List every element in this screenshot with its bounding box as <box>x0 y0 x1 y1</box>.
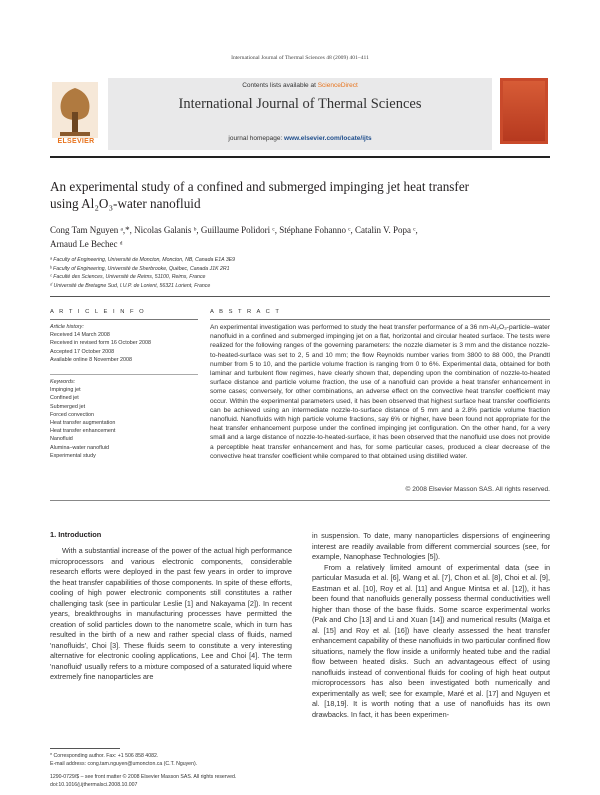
front-matter-issn: 1290-0729/$ – see front matter © 2008 Elsevier Masson SAS. All rights reserved. <box>50 774 237 780</box>
abstract-rule <box>210 319 550 320</box>
journal-cover-art <box>503 81 545 141</box>
affiliation-a: ᵃ Faculty of Engineering, Université de Moncton, Moncton, NB, Canada E1A 3E9 <box>50 257 236 263</box>
history-heading: Article history: <box>50 324 84 330</box>
footnote-corresponding: * Corresponding author. Fax: +1 506 858 4082. <box>50 753 159 759</box>
keyword-item: Heat transfer augmentation <box>50 420 116 427</box>
section-heading-introduction: 1. Introduction <box>50 530 102 539</box>
affiliation-c: ᶜ Faculté des Sciences, Université de Reims, 51100, Reims, France <box>50 274 206 281</box>
homepage-link[interactable]: www.elsevier.com/locate/ijts <box>284 135 372 142</box>
intro-paragraph-1: With a substantial increase of the power of the actual high performance microprocessors and various electronic components, considerable research efforts were deployed in the past few years in order to improve the heat transfer capabilities of those components. In spite of these efforts, cooling of high power electronic components still constitutes a rather challenging task (see in particular Leslie [1] and Nakayama [2]). In recent years, breakthroughs in manufacturing processes have permitted the creation of solid particles down to the nanometre scale, which in turn has resulted in the birth of a new and rather special class of fluids, named 'nanofluids', Choi [3]. These fluids seem to constitute a very interesting alternative for electronic cooling applications, Lee and Choi [4]. The term 'nanofluid' usually refers to a mixture composed of a saturated liquid where extremely fine nanoparticles are <box>50 546 292 681</box>
article-history <box>50 323 200 364</box>
authors-line-1: Cong Tam Nguyen ᵃ,*, Nicolas Galanis ᵇ, Guillaume Polidori ᶜ, Stéphane Fohanno ᶜ, Catalin V. Popa ᶜ, <box>50 225 418 235</box>
keyword-item: Heat transfer enhancement <box>50 428 116 435</box>
footnote-email: E-mail address: cong.tam.nguyen@umoncton.ca (C.T. Nguyen). <box>50 760 198 767</box>
keyword-item: Alumina–water nanofluid <box>50 444 110 451</box>
abstract-bottom-rule <box>50 500 550 501</box>
journal-homepage <box>108 135 492 142</box>
footnote-rule <box>50 748 120 749</box>
keyword-item: Experimental study <box>50 452 96 459</box>
keyword-item: Submerged jet <box>50 403 86 410</box>
running-header: International Journal of Thermal Sciences 48 (2009) 401–411 <box>231 55 369 61</box>
contents-line <box>108 82 492 89</box>
history-accepted: Accepted 17 October 2008 <box>50 348 115 355</box>
homepage-prefix: journal homepage: <box>228 135 285 142</box>
intro-paragraph-continued: in suspension. To date, many nanoparticles dispersions of engineering interest are readily available from different commercial sources (see, for example, Nanophase Technologies [5]). <box>312 531 550 561</box>
history-revised: Received in revised form 16 October 2008 <box>50 340 151 347</box>
history-received: Received 14 March 2008 <box>50 332 110 339</box>
abstract-text: An experimental investigation was performed to study the heat transfer performance of a 36 nm-Al₂O₃-particle–water nanofluid in a confined and submerged impinging jet on a flat, horizontal and circular heated surface. The tests were realized for the following ranges of the governing parameters: the nozzle diameter is 3 mm and the distance nozzle-to-heated-surface was set to 2, 5 and 10 mm; the flow Reynolds number varies from 3800 to 88 000, the Prandtl number from 5 to 10, and the particle volume fraction is ranging from 0 to 6%. Experimental data, obtained for both laminar and turbulent flow regimes, have clearly shown that, depending upon the combination of nozzle-to-heated surface distance and particle volume fraction, the use of a nanofluid can provide a heat transfer enhancement in some cases; conversely, for other combinations, an adverse effect on the convective heat transfer coefficient may occur. Within the experimental parameters used, it has been observed that highest surface heat transfer coefficients can be achieved using an intermediate nozzle-to-surface distance of 5 mm and a 2.8% particle volume fraction nanofluid. Nanofluids with high particle volume fractions, say 6% or higher, have been found not appropriate for the heat transfer enhancement purpose under the confined impinging jet configuration. On the other hand, for a very small and a large distance of nozzle-to-heated-surface, it has been observed that the nanofluid use does not provide a perceptible heat transfer enhancement and has, for some particular cases, produced a clear decrease of the convective heat transfer coefficient while compared to that obtained using distilled water. <box>210 324 550 460</box>
keywords-heading: Keywords: <box>50 379 76 385</box>
doi-link[interactable]: doi:10.1016/j.ijthermalsci.2008.10.007 <box>50 781 138 788</box>
publisher-name: ELSEVIER <box>57 138 95 145</box>
article-title <box>50 178 550 212</box>
journal-name: International Journal of Thermal Sciences <box>178 96 422 112</box>
affiliation-d: ᵈ Université de Bretagne Sud, I.U.P. de Lorient, 56321 Lorient, France <box>50 282 211 289</box>
copyright-notice: © 2008 Elsevier Masson SAS. All rights reserved. <box>405 486 550 493</box>
history-online: Available online 8 November 2008 <box>50 356 133 363</box>
keyword-item: Nanofluid <box>50 436 73 443</box>
article-info-rule <box>50 319 198 320</box>
keyword-item: Confined jet <box>50 395 79 402</box>
affiliation-rule <box>50 296 550 297</box>
abstract-heading: A B S T R A C T <box>210 309 281 315</box>
history-rule <box>50 374 198 375</box>
front-matter <box>50 774 300 789</box>
elsevier-tree-logo-icon <box>52 82 98 138</box>
keyword-item: Impinging jet <box>50 387 81 394</box>
affiliations <box>50 256 550 290</box>
sciencedirect-link[interactable]: ScienceDirect <box>317 82 358 89</box>
body-column-left <box>50 546 292 683</box>
intro-paragraph-2: From a relatively limited amount of experimental data (see in particular Masuda et al. [6], Wang et al. [7], Chon et al. [8], Choi et al. [9], Eastman et al. [10], Roy et al. [11] and Angue Mintsa et al. [12]), it has been found that nanofluids generally possess thermal conductivities well higher than those of the base fluids. Some scarce experimental works (Pak and Cho [13] and Li and Xuan [14]) and numerical results (Maïga et al. [15] and Roy et al. [16]) have clearly assessed the heat transfer enhancement capability of these nanofluids in two particular confined flow situations, namely the flow inside a uniformly heated tube and the radial flow between heated disks. Such an advantageous effect of using nanofluids instead of conventional fluids for cooling of high heat output microprocessors has also been investigated both numerically and experimentally as well; see for example, Maré et al. [17] and Nguyen et al. [18,19]. It is worth noting that a use of nanofluids has its own drawbacks. In fact, it has been experimen- <box>312 562 550 719</box>
author-list <box>50 224 550 251</box>
article-info-heading: A R T I C L E I N F O <box>50 309 146 315</box>
keywords <box>50 378 200 460</box>
title-line-1: An experimental study of a confined and submerged impinging jet heat transfer <box>50 179 470 194</box>
authors-line-2: Arnaud Le Bechec ᵈ <box>50 238 123 249</box>
body-column-right <box>312 531 550 720</box>
affiliation-b: ᵇ Faculty of Engineering, Université de Sherbrooke, Québec, Canada J1K 2R1 <box>50 265 230 272</box>
footnotes <box>50 753 300 768</box>
keyword-item: Forced convection <box>50 411 95 418</box>
title-line-2: using Al₂O₃-water nanofluid <box>50 196 201 211</box>
masthead-rule <box>50 156 550 158</box>
contents-prefix: Contents lists available at <box>242 82 318 89</box>
